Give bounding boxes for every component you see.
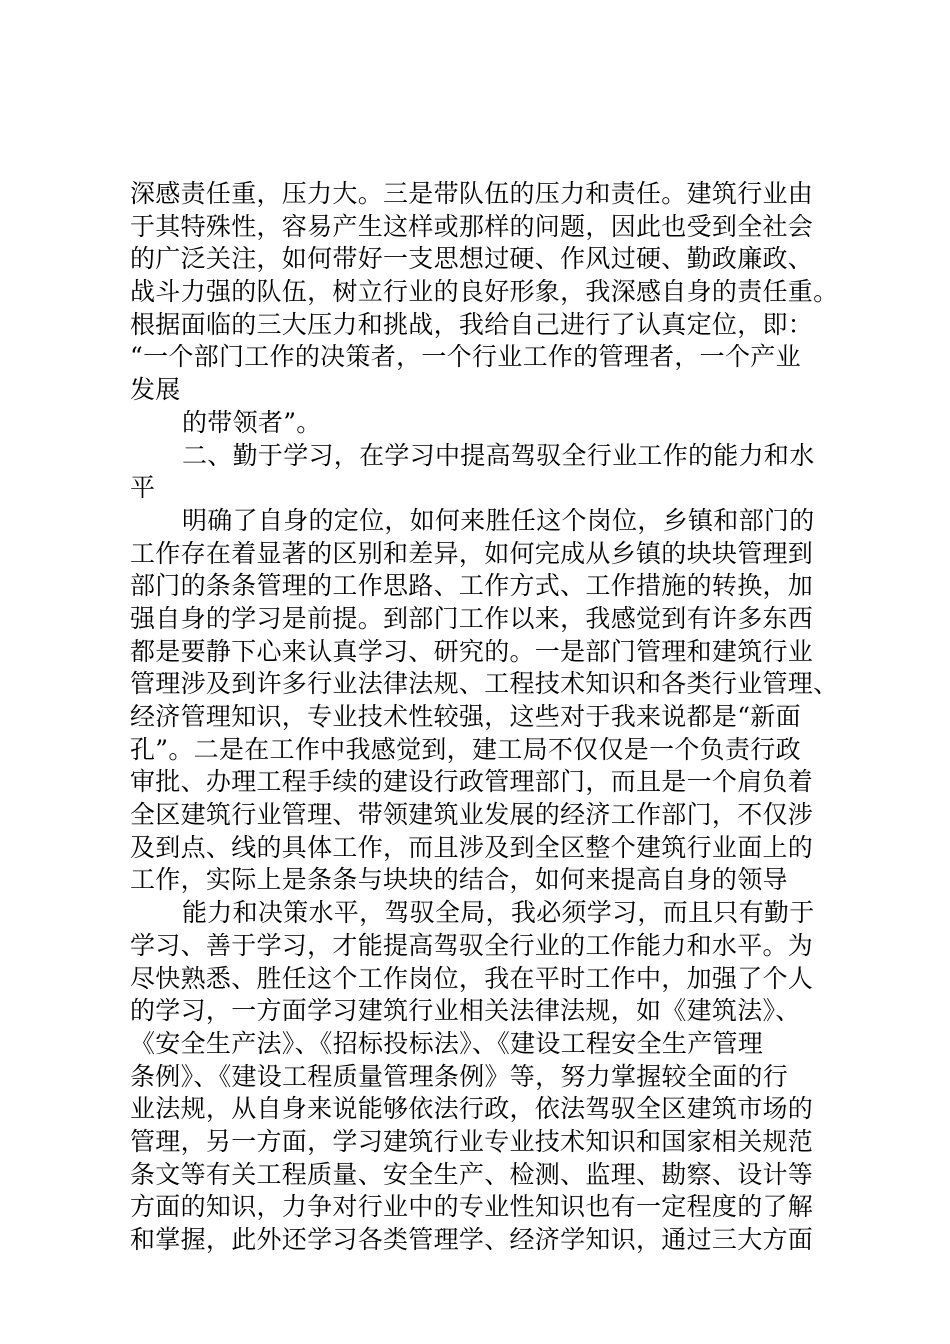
text-line: 管理涉及到许多行业法律法规、工程技术知识和各类行业管理、 [130,669,839,699]
text-line: 的带领者”。 [182,407,322,437]
text-line: 学习、善于学习，才能提高驾驭全行业的工作能力和水平。为 [130,930,814,960]
text-line: 和掌握，此外还学习各类管理学、经济学知识，通过三大方面 [130,1225,814,1254]
text-line: 发展 [130,375,181,405]
text-line: 二、勤于学习，在学习中提高驾驭全行业工作的能力和水 [182,440,815,470]
text-line: 条例》、《建设工程质量管理条例》等，努力掌握较全面的行 [130,1061,789,1091]
text-line: 工作，实际上是条条与块块的结合，如何来提高自身的领导 [130,865,788,895]
text-line: 深感责任重，压力大。三是带队伍的压力和责任。建筑行业由 [130,179,814,208]
text-line: 全区建筑行业管理、带领建筑业发展的经济工作部门，不仅涉 [130,800,814,830]
text-line: 平 [130,473,156,503]
text-line: 条文等有关工程质量、安全生产、检测、监理、勘察、设计等 [130,1159,814,1189]
text-line: 尽快熟悉、胜任这个工作岗位，我在平时工作中，加强了个人 [130,963,814,993]
text-line: 都是要静下心来认真学习、研究的。一是部门管理和建筑行业 [130,636,814,666]
text-line: 方面的知识，力争对行业中的专业性知识也有一定程度的了解 [130,1192,814,1222]
text-line: 能力和决策水平，驾驭全局，我必须学习，而且只有勤于 [182,898,815,928]
text-line: 于其特殊性，容易产生这样或那样的问题，因此也受到全社会 [130,211,814,241]
text-line: 孔”。二是在工作中我感觉到，建工局不仅仅是一个负责行政 [130,734,801,764]
text-line: 的广泛关注，如何带好一支思想过硬、作风过硬、勤政廉政、 [130,244,814,274]
text-line: 的学习，一方面学习建筑行业相关法律法规，如《建筑法》、 [130,996,801,1026]
text-line: 战斗力强的队伍，树立行业的良好形象，我深感自身的责任重。 [130,277,839,307]
text-line: 明确了自身的定位，如何来胜任这个岗位，乡镇和部门的 [182,505,815,535]
text-line: 强自身的学习是前提。到部门工作以来，我感觉到有许多东西 [130,603,814,633]
text-line: 工作存在着显著的区别和差异，如何完成从乡镇的块块管理到 [130,538,814,568]
text-line: 管理，另一方面，学习建筑行业专业技术知识和国家相关规范 [130,1126,814,1156]
text-line: “一个部门工作的决策者，一个行业工作的管理者，一个产业 [130,342,801,372]
text-line: 《安全生产法》、《招标投标法》、《建设工程安全生产管理 [130,1028,764,1058]
text-line: 根据面临的三大压力和挑战，我给自己进行了认真定位，即： [130,309,814,339]
text-line: 业法规，从自身来说能够依法行政，依法驾驭全区建筑市场的 [130,1094,814,1124]
text-line: 经济管理知识，专业技术性较强，这些对于我来说都是“新面 [130,702,801,731]
text-line: 及到点、线的具体工作，而且涉及到全区整个建筑行业面上的 [130,832,814,862]
document-body [130,178,850,1257]
text-line: 部门的条条管理的工作思路、工作方式、工作措施的转换，加 [130,571,814,601]
text-line: 审批、办理工程手续的建设行政管理部门，而且是一个肩负着 [130,767,814,797]
